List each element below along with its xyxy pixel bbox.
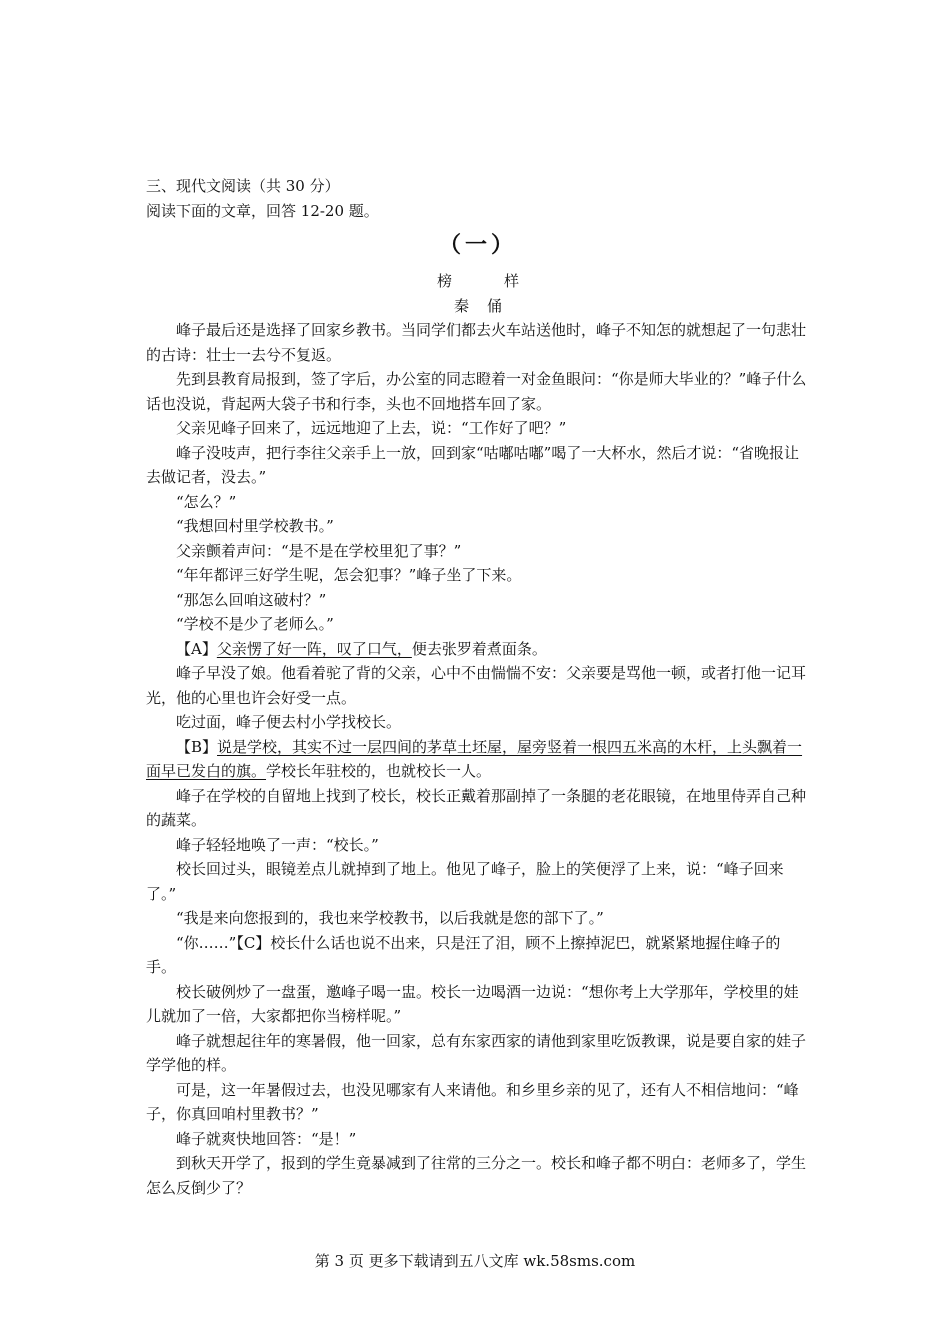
paragraph: 可是，这一年暑假过去，也没见哪家有人来请他。和乡里乡亲的见了，还有人不相信地问：“峰子，你真回咱村里教书？” [146, 1080, 799, 1123]
paragraph: 到秋天开学了，报到的学生竟暴减到了往常的三分之一。校长和峰子都不明白：老师多了，学生怎么反倒少了？ [146, 1154, 807, 1197]
sentence-rest-b: 学校长年驻校的，也就校长一人。 [266, 762, 492, 780]
paragraph: “那怎么回咱这破村？” [176, 590, 327, 609]
underlined-sentence-a: 父亲愣了好一阵，叹了口气， [216, 639, 412, 658]
page-footer: 第 3 页 更多下载请到五八文库 wk.58sms.com [314, 1252, 636, 1270]
article-body [146, 318, 810, 1200]
paragraph: 峰子早没了娘。他看着驼了背的父亲，心中不由惴惴不安：父亲要是骂他一顿，或者打他一记耳光，他的心里也许会好受一点。 [146, 664, 807, 707]
mark-c: 【C】 [236, 933, 271, 952]
article-author: 秦俑 [453, 296, 520, 315]
underlined-sentence-b: 说是学校，其实不过一层四间的茅草土坯屋，屋旁竖着一根四五米高的木杆，上头飘着一面早已发白的旗。 [146, 737, 803, 780]
section-heading: 三、现代文阅读（共 30 分） [146, 177, 340, 195]
paragraph: 吃过面，峰子便去村小学找校长。 [176, 713, 402, 731]
paragraph: 峰子就爽快地回答：“是！” [176, 1129, 357, 1148]
mark-b: 【B】 [176, 737, 218, 756]
marked-paragraph-b [146, 735, 810, 784]
paragraph: 峰子没吱声，把行李往父亲手上一放，回到家“咕嘟咕嘟”喝了一大杯水，然后才说：“省晚报让去做记者，没去。” [146, 443, 800, 486]
paragraph: “学校不是少了老师么。” [176, 615, 334, 633]
article-title: 榜样 [436, 272, 571, 290]
paragraph: 校长破例炒了一盘蛋，邀峰子喝一盅。校长一边喝酒一边说：“想你考上大学那年，学校里的娃儿就加了一倍，大家都把你当榜样呢。” [146, 982, 799, 1025]
paragraph: “我是来向您报到的，我也来学校教书，以后我就是您的部下了。” [176, 909, 604, 927]
paragraph: “我想回村里学校教书。” [176, 517, 334, 535]
paragraph: 峰子就想起往年的寒暑假，他一回家，总有东家西家的请他到家里吃饭教课，说是要自家的娃子学学他的样。 [146, 1031, 807, 1074]
mark-a: 【A】 [176, 639, 217, 658]
paragraph: 父亲见峰子回来了，远远地迎了上去，说：“工作好了吧？” [176, 419, 567, 437]
paragraph: 峰子在学校的自留地上找到了校长，校长正戴着那副掉了一条腿的老花眼镜，在地里侍弄自己种的蔬菜。 [146, 786, 807, 829]
sentence-rest-c: 校长什么话也说不出来，只是汪了泪，顾不上擦掉泥巴，就紧紧地握住峰子的手。 [146, 933, 781, 976]
paragraph: 父亲颤着声问：“是不是在学校里犯了事？” [176, 541, 462, 560]
paragraph: 峰子最后还是选择了回家乡教书。当同学们都去火车站送他时，峰子不知怎的就想起了一句悲壮的古诗：壮士一去兮不复返。 [146, 321, 807, 364]
paragraph: “怎么？” [176, 492, 237, 511]
paragraph: 校长回过头，眼镜差点儿就掉到了地上。他见了峰子，脸上的笑便浮了上来，说：“峰子回来了。” [146, 860, 784, 903]
paragraph: 峰子轻轻地唤了一声：“校长。” [176, 835, 379, 854]
sentence-before-c: “你……” [176, 933, 237, 952]
sentence-rest-a: 便去张罗着煮面条。 [411, 639, 547, 658]
part-number: （一） [438, 232, 517, 258]
paragraph: “年年都评三好学生呢，怎会犯事？”峰子坐了下来。 [176, 566, 522, 584]
paragraph: 先到县教育局报到，签了字后，办公室的同志瞪着一对金鱼眼问：“你是师大毕业的？”峰子什么话也没说，背起两大袋子书和行李，头也不回地搭车回了家。 [146, 370, 807, 413]
marked-paragraph-a [146, 637, 810, 662]
reading-instruction: 阅读下面的文章，回答 12-20 题。 [146, 201, 379, 220]
marked-paragraph-c [146, 931, 810, 980]
exam-page [146, 174, 810, 1200]
